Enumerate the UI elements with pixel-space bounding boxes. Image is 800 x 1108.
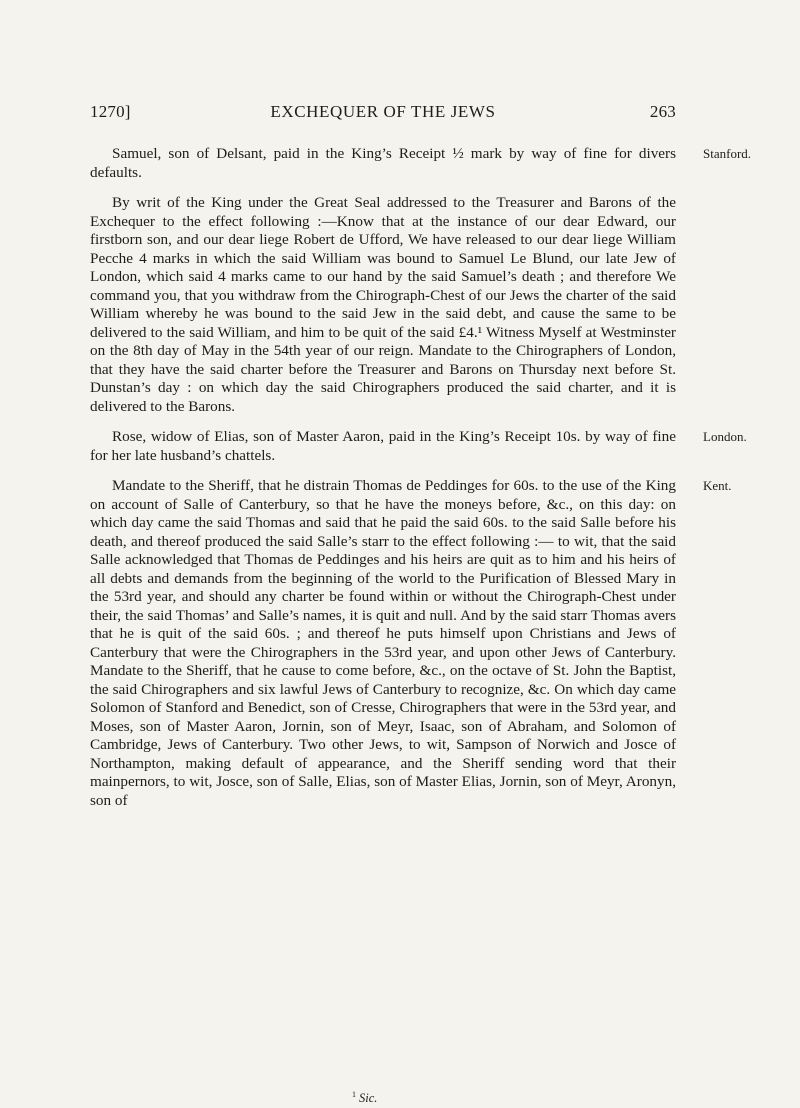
footnote-mark: 1 <box>352 1090 356 1099</box>
paragraph-text: By writ of the King under the Great Seal addressed to the Treasurer and Barons of the Exchequer to the effect following :—Know that at the instance of our dear Edward, our firstborn son, and our dear liege Robert de Ufford, We have released to our dear liege William Pecche 4 marks in which the said William was bound to Samuel Le Blund, our late Jew of London, which said 4 marks came to our hand by the said Samuel’s death ; and therefore We command you, that you withdraw from the Chirograph-Chest of our Jews the charter of the said William whereby he was bound to the said Jew in the said debt, and cause the same to be delivered to the said William, and him to be quit of the said £4.¹ Witness Myself at Westminster on the 8th day of May in the 54th year of our reign. Mandate to the Chirographers of London, that they have the said charter before the Treasurer and Barons on Thursday next before St. Dunstan’s day : on which day the said Chirographers produced the said charter, and it is delivered to the Barons. <box>90 194 676 415</box>
footnote-text: Sic. <box>359 1091 378 1106</box>
paragraph-text: Samuel, son of Delsant, paid in the King’s Receipt ½ mark by way of fine for divers defaults. <box>90 145 676 181</box>
entry-paragraph <box>90 145 752 182</box>
entry-paragraph <box>90 428 747 465</box>
running-header <box>90 90 676 130</box>
header-title: EXCHEQUER OF THE JEWS <box>270 102 496 121</box>
paragraph-text: Rose, widow of Elias, son of Master Aaron, paid in the King’s Receipt 10s. by way of fine for her late husband’s chattels. <box>90 428 676 464</box>
margin-note-county: London. <box>703 429 747 444</box>
margin-note-county: Kent. <box>703 478 732 493</box>
paragraph-text: Mandate to the Sheriff, that he distrain Thomas de Peddinges for 60s. to the use of the King on account of Salle of Canterbury, so that he have the moneys before, &c., on this day: on which day came the said Thomas and said that he paid the said 60s. to the said Salle before his death, and thereof produced the said Salle’s starr to the effect following :— to wit, that the said Salle acknowledged that Thomas de Peddinges and his heirs are quit as to him and his heirs of all debts and demands from the beginning of the world to the Purification of Blessed Mary in the 53rd year, and should any charter be found within or without the Chirograph-Chest under their, the said Thomas’ and Salle’s names, it is quit and null. And by the said starr Thomas avers that he is quit of the said 60s. ; and thereof he puts himself upon Christians and Jews of Canterbury that were the Chirographers in the 53rd year, and upon other Jews of Canterbury. Mandate to the Sheriff, that he cause to come before, &c., on the octave of St. John the Baptist, the said Chirographers and six lawful Jews of Canterbury to recognize, &c. On which day came Solomon of Stanford and Benedict, son of Cresse, Chirographers that were in the 53rd year, and Moses, son of Master Aaron, Jornin, son of Meyr, Isaac, son of Abraham, and Solomon of Cambridge, Jews of Canterbury. Two other Jews, to wit, Sampson of Norwich and Josce of Northampton, making default of appearance, and the Sheriff sending word that their mainpernors, to wit, Josce, son of Salle, Elias, son of Master Elias, Jornin, son of Meyr, Aronyn, son of <box>90 477 676 809</box>
footnote <box>352 1090 377 1106</box>
margin-note-county: Stanford. <box>703 146 752 161</box>
body-text <box>90 145 752 822</box>
entry-paragraph <box>90 477 732 810</box>
entry-paragraph <box>90 194 676 416</box>
page-number: 263 <box>649 102 676 121</box>
header-year: 1270] <box>90 102 131 121</box>
